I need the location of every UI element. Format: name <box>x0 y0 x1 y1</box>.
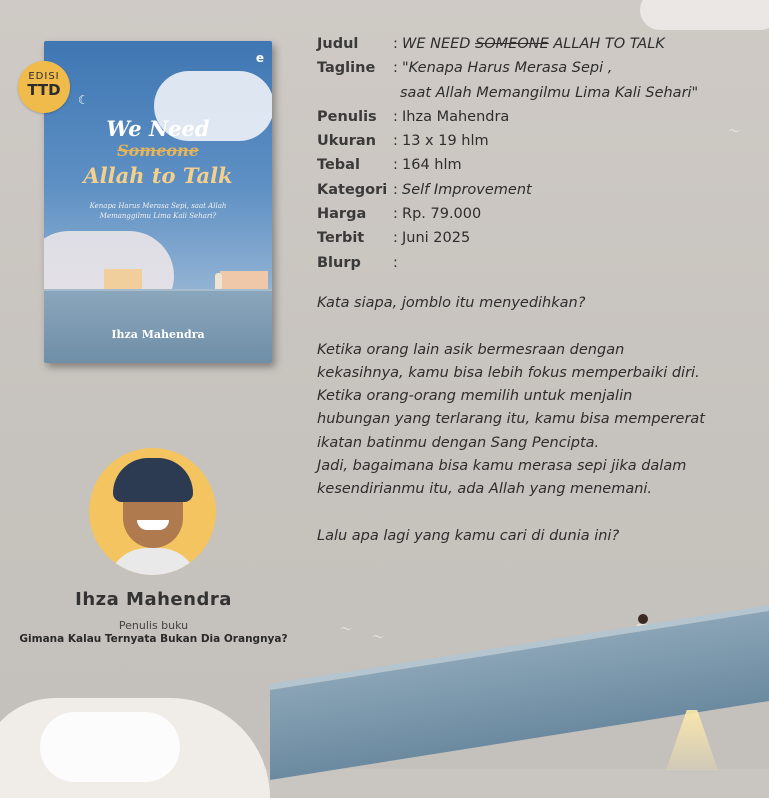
detail-colon: : <box>393 254 398 271</box>
detail-label: Harga <box>317 206 367 223</box>
detail-colon: : <box>393 157 398 174</box>
detail-colon: : <box>393 181 398 198</box>
cover-author: Ihza Mahendra <box>111 328 205 341</box>
detail-colon: : <box>393 108 398 125</box>
detail-label: Kategori <box>317 181 388 198</box>
blurb-line: Jadi, bagaimana bisa kamu merasa sepi jika dalam <box>317 458 687 475</box>
detail-label: Tebal <box>317 157 360 174</box>
cover-title-line2: Someone <box>117 141 199 160</box>
detail-label: Blurp <box>317 254 361 271</box>
detail-value: Self Improvement <box>402 181 532 198</box>
cover-subtitle: Kenapa Harus Merasa Sepi, saat Allah Memanggilmu Lima Kali Sehari? <box>89 202 227 220</box>
detail-value: 164 hlm <box>402 157 462 174</box>
blurb-opening: Kata siapa, jomblo itu menyedihkan? <box>317 295 586 311</box>
blurb <box>317 292 737 548</box>
blurb-line: kesendirianmu itu, ada Allah yang menemani. <box>317 481 653 498</box>
detail-value: "Kenapa Harus Merasa Sepi , <box>402 60 613 77</box>
bottom-cloud <box>40 712 180 782</box>
detail-label: Penulis <box>317 108 377 125</box>
edition-badge <box>18 61 70 113</box>
badge-line1: EDISI <box>28 71 60 82</box>
title-pre: WE NEED <box>402 36 476 52</box>
blurb-line: Ketika orang lain asik bermesraan dengan <box>317 341 625 358</box>
blurb-line: ikatan batinmu dengan Sang Pencipta. <box>317 434 600 451</box>
author-avatar <box>89 448 216 575</box>
detail-value: Juni 2025 <box>402 230 471 247</box>
author-previous-book: Gimana Kalau Ternyata Bukan Dia Orangnya? <box>19 633 288 645</box>
detail-colon: : <box>393 230 398 247</box>
book-cover <box>44 41 272 363</box>
detail-label: Ukuran <box>317 133 376 150</box>
badge-line2: TTD <box>27 81 61 99</box>
title-post: ALLAH TO TALK <box>548 36 665 52</box>
detail-colon: : <box>393 133 398 150</box>
blurb-closing: Lalu apa lagi yang kamu cari di dunia ini? <box>317 527 620 544</box>
detail-value: Ihza Mahendra <box>402 108 510 125</box>
blurb-line: hubungan yang terlarang itu, kamu bisa mempererat <box>317 411 705 428</box>
moon-icon: ☾ <box>78 93 89 107</box>
cover-title-line1: We Need <box>106 116 210 141</box>
blurb-line: kekasihnya, kamu bisa lebih fokus memperbaiki diri. <box>317 364 700 381</box>
detail-label: Terbit <box>317 230 365 247</box>
detail-colon: : <box>393 36 398 52</box>
detail-value: 13 x 19 hlm <box>402 133 489 150</box>
cover-wall <box>44 289 272 363</box>
bird-icon: 〜 <box>728 124 741 138</box>
author-note: Penulis buku <box>118 619 189 632</box>
detail-value: saat Allah Memangilmu Lima Kali Sehari" <box>400 84 699 101</box>
detail-value: Rp. 79.000 <box>402 206 482 223</box>
detail-colon: : <box>393 60 398 77</box>
publisher-logo: e <box>255 51 264 65</box>
detail-label: Judul <box>317 36 359 52</box>
detail-colon: : <box>393 206 398 223</box>
blurb-line: Ketika orang-orang memilih untuk menjalin <box>317 388 633 405</box>
title-strike: SOMEONE <box>475 36 549 52</box>
top-cloud <box>640 0 769 30</box>
author-name: Ihza Mahendra <box>75 589 232 610</box>
detail-label: Tagline <box>317 60 376 77</box>
bird-icon: 〜 <box>340 622 353 636</box>
bird-icon: 〜 <box>372 630 385 644</box>
cover-title-line3: Allah to Talk <box>83 163 233 188</box>
detail-value <box>402 36 665 52</box>
